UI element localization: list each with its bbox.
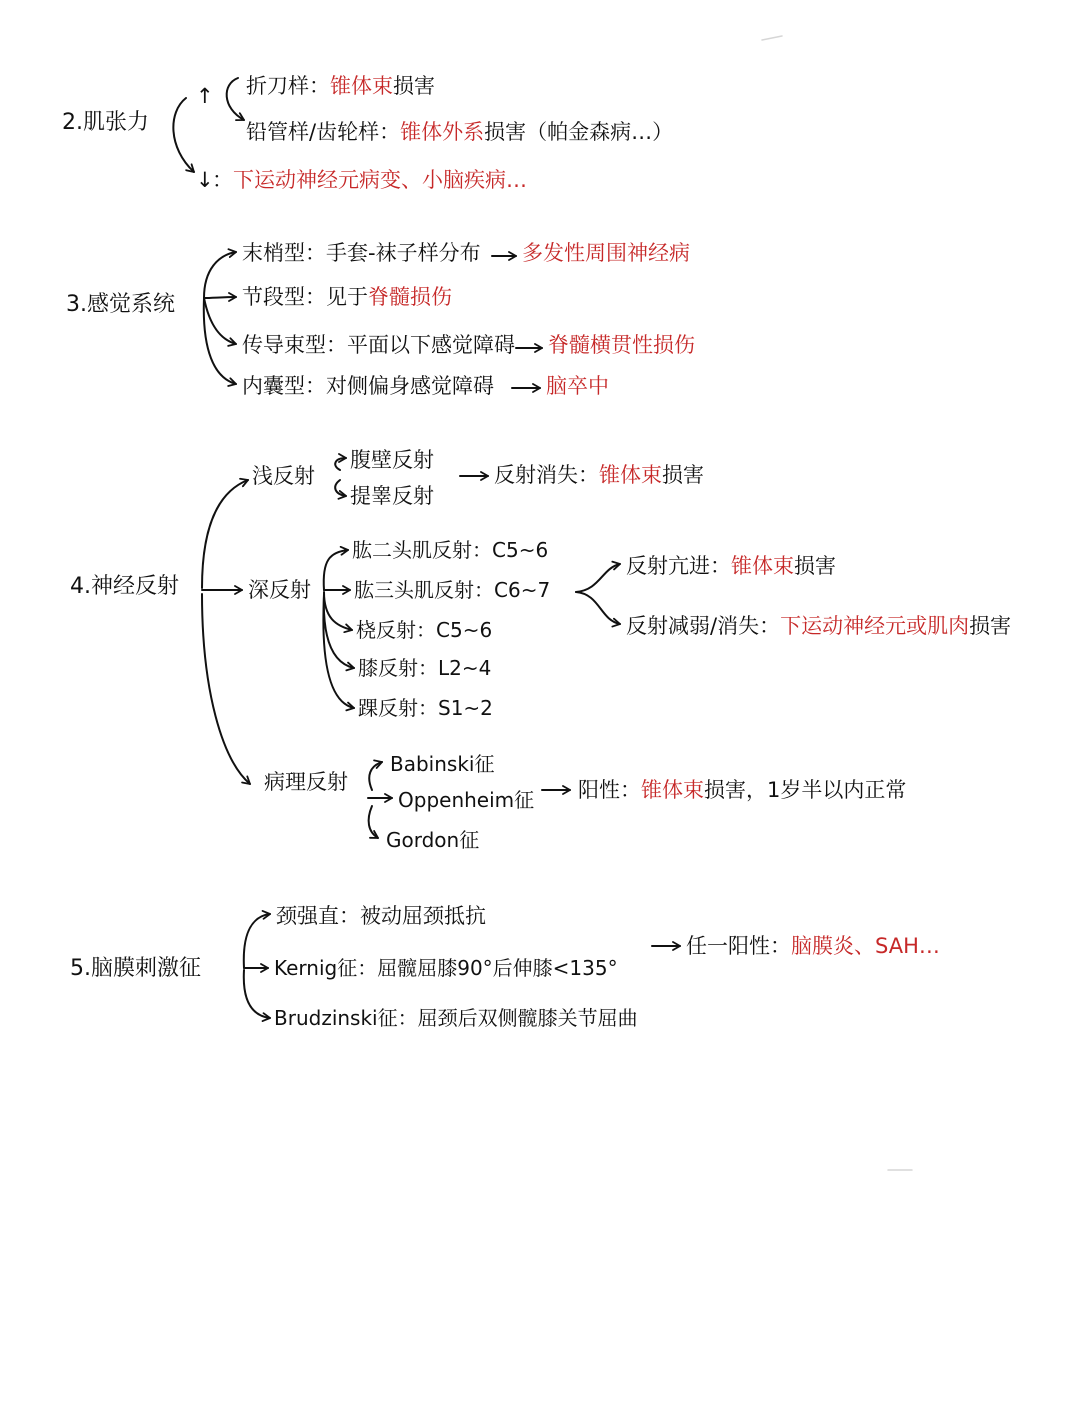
s4-deep-arrow xyxy=(324,592,352,630)
up-arrow-glyph: ↑ xyxy=(196,84,214,108)
s3-item-3-label: 传导束型：平面以下感觉障碍 xyxy=(242,333,515,357)
s5-item-2: Kernig征：屈髋屈膝90°后伸膝<135° xyxy=(274,956,618,980)
s3-branch-arrow xyxy=(204,297,236,298)
s4-superficial-outcome-result: 锥体束 xyxy=(599,463,662,487)
s4-deep-result-arrow xyxy=(576,564,620,592)
s4-deep-label: 深反射 xyxy=(248,578,311,602)
s4-deep-result-arrow xyxy=(576,592,620,624)
s3-item-4-result: 脑卒中 xyxy=(546,374,609,398)
s4-sup-arrow xyxy=(335,480,346,496)
s4-deep-outcome-1-suffix: 损害 xyxy=(794,554,836,578)
s4-deep-outcome-1-prefix: 反射亢进： xyxy=(626,554,731,578)
s4-deep-arrow xyxy=(324,594,354,668)
s2-up-item-2-suffix: 损害（帕金森病…） xyxy=(484,120,674,144)
s4-pathological-outcome xyxy=(578,780,906,801)
s5-outcome-result: 脑膜炎、SAH… xyxy=(791,934,940,958)
s2-down-item xyxy=(212,170,527,191)
s4-superficial-label: 浅反射 xyxy=(252,464,315,488)
s4-deep-outcome-2-suffix: 损害 xyxy=(969,614,1012,638)
s4-deep-item-2: 肱三头肌反射：C6~7 xyxy=(354,578,551,602)
s5-outcome-prefix: 任一阳性： xyxy=(686,934,791,958)
s4-superficial-item-1: 腹壁反射 xyxy=(350,448,434,472)
s4-branch-arrow xyxy=(202,480,248,588)
s2-up-item-2-label: 铅管样/齿轮样： xyxy=(246,120,401,144)
s4-deep-item-5: 踝反射：S1~2 xyxy=(358,696,493,720)
s4-superficial-outcome xyxy=(494,465,704,486)
s4-pathological-outcome-suffix: 损害，1岁半以内正常 xyxy=(704,778,907,802)
s2-up-branch-arrow xyxy=(227,78,244,120)
s2-up-item-1 xyxy=(246,76,435,97)
s3-item-2 xyxy=(242,287,452,308)
s4-deep-outcome-2-prefix: 反射减弱/消失： xyxy=(626,614,781,638)
s4-branch-arrow xyxy=(202,594,250,784)
s3-item-1-label: 末梢型：手套-袜子样分布 xyxy=(242,241,481,265)
s5-outcome xyxy=(686,936,940,957)
s2-up-item-1-suffix: 损害 xyxy=(393,74,435,98)
section-2-heading: 2.肌张力 xyxy=(62,110,149,135)
s4-deep-item-1: 肱二头肌反射：C5~6 xyxy=(352,538,549,562)
s3-branch-arrow xyxy=(204,252,236,298)
s2-branch-arrow xyxy=(173,98,194,172)
s2-up-item-1-result: 锥体束 xyxy=(330,74,393,98)
s2-up-item-2 xyxy=(246,122,673,143)
s5-branch-arrow xyxy=(244,970,270,1018)
s2-down-result: 下运动神经元病变、小脑疾病… xyxy=(233,168,527,192)
s4-deep-outcome-1 xyxy=(626,556,836,577)
s4-deep-arrow xyxy=(324,550,348,590)
s4-pathological-item-2: Oppenheim征 xyxy=(398,788,535,812)
s4-superficial-outcome-prefix: 反射消失： xyxy=(494,463,599,487)
s3-item-2-label: 节段型：见于 xyxy=(242,285,368,309)
faint-mark xyxy=(762,36,782,40)
s4-deep-outcome-2 xyxy=(626,616,1011,637)
s3-branch-arrow xyxy=(204,298,236,344)
s3-item-2-result: 脊髓损伤 xyxy=(368,285,452,309)
s4-sup-arrow xyxy=(335,458,346,470)
s4-pathological-label: 病理反射 xyxy=(264,770,348,794)
s2-up-item-2-result: 锥体外系 xyxy=(400,120,485,144)
s3-item-4-label: 内囊型：对侧偏身感觉障碍 xyxy=(242,374,494,398)
s2-down-prefix: ： xyxy=(212,168,233,192)
s4-deep-item-4: 膝反射：L2~4 xyxy=(358,656,492,680)
s5-item-1: 颈强直：被动屈颈抵抗 xyxy=(276,904,486,928)
s5-branch-arrow xyxy=(244,914,270,968)
s4-pathological-outcome-prefix: 阳性： xyxy=(578,778,641,802)
s3-item-3-result: 脊髓横贯性损伤 xyxy=(548,333,695,357)
s4-pathological-outcome-result: 锥体束 xyxy=(641,778,704,802)
s5-item-3: Brudzinski征：屈颈后双侧髋膝关节屈曲 xyxy=(274,1006,638,1030)
s3-item-1-result: 多发性周围神经病 xyxy=(522,241,690,265)
s4-pathological-item-1: Babinski征 xyxy=(390,752,495,776)
s2-up-item-1-label: 折刀样： xyxy=(246,74,330,98)
s4-deep-outcome-1-result: 锥体束 xyxy=(731,554,794,578)
down-arrow-glyph: ↓ xyxy=(196,168,214,192)
section-3-heading: 3.感觉系统 xyxy=(66,292,175,317)
s4-path-arrow xyxy=(369,806,378,838)
s3-branch-arrow xyxy=(204,298,236,384)
s4-superficial-outcome-suffix: 损害 xyxy=(662,463,704,487)
s4-deep-outcome-2-result: 下运动神经元或肌肉 xyxy=(780,614,970,638)
section-5-heading: 5.脑膜刺激征 xyxy=(70,956,201,981)
s4-path-arrow xyxy=(369,762,382,790)
s4-deep-item-3: 桡反射：C5~6 xyxy=(356,618,493,642)
s4-pathological-item-3: Gordon征 xyxy=(386,828,480,852)
s4-superficial-item-2: 提睾反射 xyxy=(350,484,434,508)
section-4-heading: 4.神经反射 xyxy=(70,574,179,599)
